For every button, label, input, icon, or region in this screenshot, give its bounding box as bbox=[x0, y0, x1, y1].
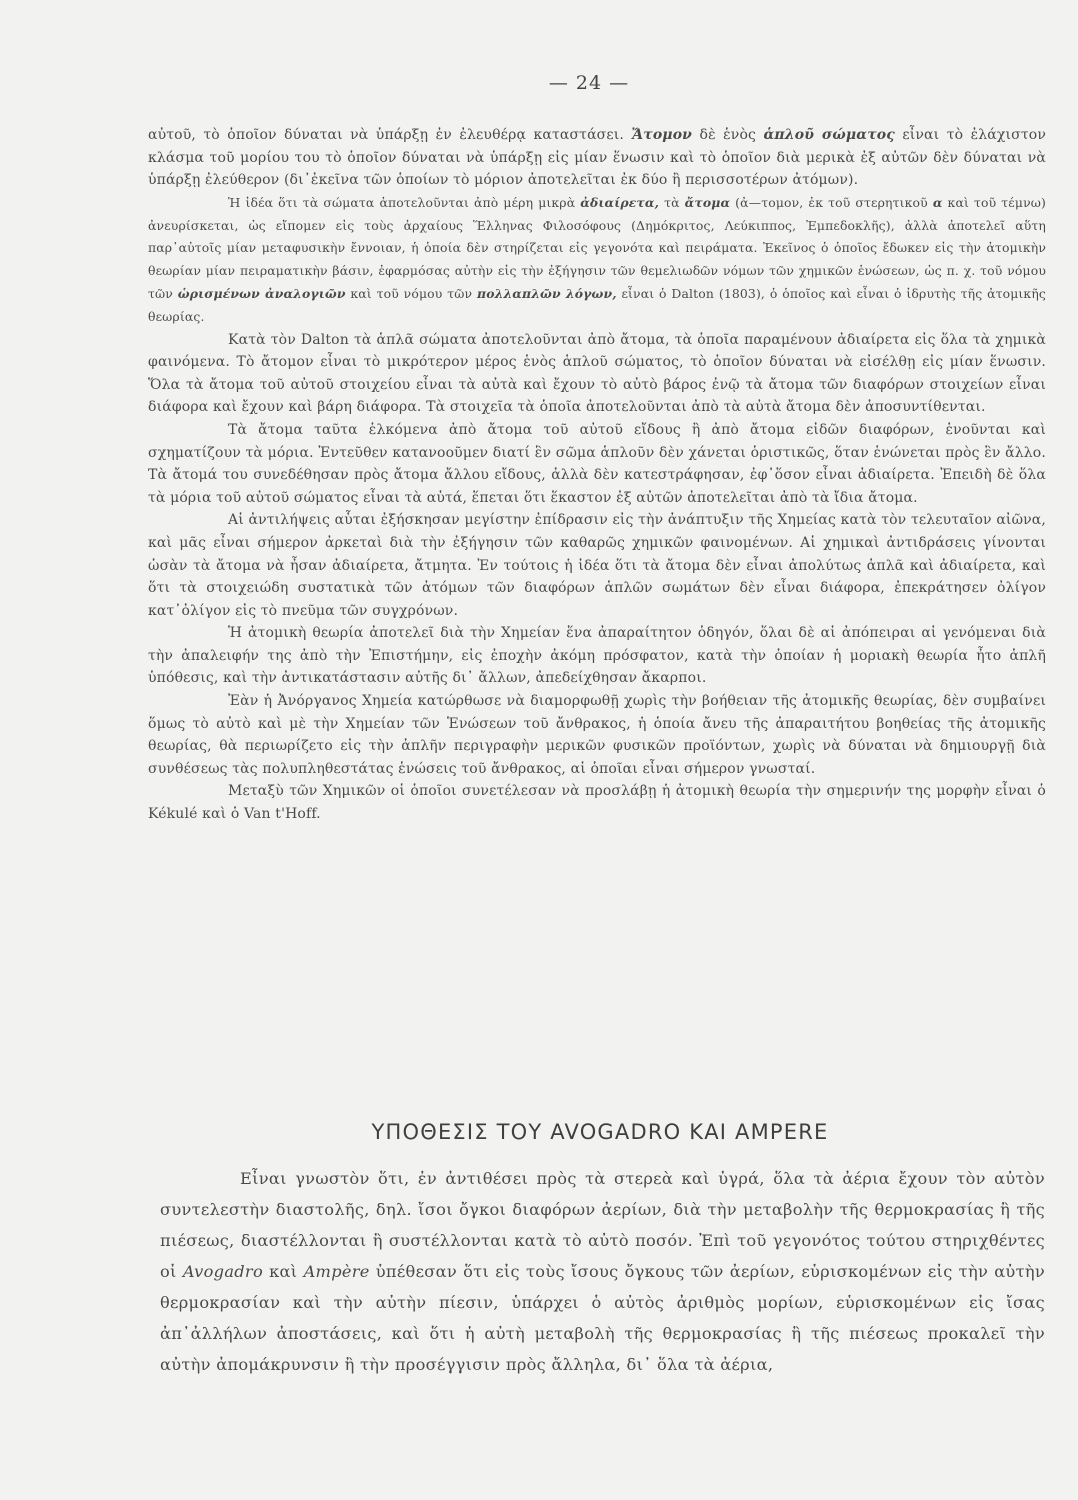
term-indivisible: ἀδιαίρετα, bbox=[580, 194, 660, 210]
term-alpha: α bbox=[932, 194, 943, 210]
paragraph-atom-idea: Ἡ ἰδέα ὅτι τὰ σώματα ἀποτελοῦνται ἀπὸ μέρη μικρὰ ἀδιαίρετα, τὰ ἄτομα (ἀ—τομον, ἐκ τοῦ στερητικοῦ α καὶ τοῦ τέμνω) ἀνευρίσκεται, ὡς εἴπομεν εἰς τοὺς ἀρχαίους Ἕλληνας Φιλοσόφους (Δημόκριτος, Λεύκιππος, Ἐμπεδοκλῆς), ἀλλὰ ἀποτελεῖ αὕτη παρ᾽αὐτοῖς μίαν μεταφυσικὴν ἔννοιαν, ἡ ὁποία δὲν στηρίζεται εἰς γεγονότα καὶ πειράματα. Ἐκεῖνος ὁ ὁποῖος ἔδωκεν εἰς τὴν ἀτομικὴν θεωρίαν μίαν πειραματικὴν βάσιν, ἐφαρμόσας αὐτὴν εἰς τὴν ἐξήγησιν τῶν θεμελιωδῶν νόμων τῶν χημικῶν ἑνώσεων, ὡς π. χ. τοῦ νόμου τῶν ὡρισμένων ἀναλογιῶν καὶ τοῦ νόμου τῶν πολλαπλῶν λόγων, εἶναι ὁ Dalton (1803), ὁ ὁποῖος καὶ εἶναι ὁ ἱδρυτὴς τῆς ἀτομικῆς θεωρίας. bbox=[148, 194, 1046, 324]
paragraph-carbon-chemistry: Ἐὰν ἡ Ἀνόργανος Χημεία κατώρθωσε νὰ διαμορφωθῇ χωρὶς τὴν βοήθειαν τῆς ἀτομικῆς θεωρίας, δὲν συμβαίνει ὅμως τὸ αὐτὸ καὶ μὲ τὴν Χημείαν τῶν Ἑνώσεων τοῦ ἄνθρακος, ἡ ὁποία ἄνευ τῆς ἀπαραιτήτου βοηθείας τῆς ἀτομικῆς θεωρίας, θὰ περιωρίζετο εἰς τὴν ἁπλῆν περιγραφὴν μερικῶν φυσικῶν προϊόντων, χωρὶς νὰ δύναται νὰ δημιουργῇ διὰ συνθέσεως τὰς πολυπληθεστάτας ἑνώσεις τοῦ ἄνθρακος, αἱ ὁποῖαι εἶναι σήμερον γνωσταί. bbox=[148, 693, 1046, 777]
paragraph-dalton: Κατὰ τὸν Dalton τὰ ἁπλᾶ σώματα ἀποτελοῦνται ἀπὸ ἄτομα, τὰ ὁποῖα παραμένουν ἀδιαίρετα εἰς ὅλα τὰ χημικὰ φαινόμενα. Τὸ ἄτομον εἶναι τὸ μικρότερον μέρος ἑνὸς ἁπλοῦ σώματος, τὸ ὁποῖον δύναται νὰ εἰσέλθῃ εἰς μίαν ἕνωσιν. Ὅλα τὰ ἄτομα τοῦ αὐτοῦ στοιχείου εἶναι τὰ αὐτὰ καὶ ἔχουν τὸ αὐτὸ βάρος ἐνῷ τὰ ἄτομα τῶν διαφόρων στοιχείων εἶναι διάφορα καὶ ἔχουν καὶ βάρη διάφορα. Τὰ στοιχεῖα τὰ ὁποῖα ἀποτελοῦνται ἀπὸ τὰ αὐτὰ ἄτομα δὲν ἀποσυντίθενται. bbox=[148, 331, 1046, 416]
name-ampere: Ampère bbox=[303, 1262, 370, 1281]
paragraph-atom-definition: αὐτοῦ, τὸ ὁποῖον δύναται νὰ ὑπάρξῃ ἐν ἐλευθέρᾳ καταστάσει. Ἄτομον δὲ ἑνὸς ἁπλοῦ σώματος εἶναι τὸ ἐλάχιστον κλάσμα τοῦ μορίου του τὸ ὁποῖον δύναται νὰ ὑπάρξῃ εἰς μίαν ἕνωσιν καὶ τὸ ὁποῖον διὰ μερικὰ ἐξ αὐτῶν δὲν δύναται νὰ ὑπάρξῃ ἐλεύθερον (δι᾽ἐκεῖνα τῶν ὁποίων τὸ μόριον ἀποτελεῖται ἐκ δύο ἢ περισσοτέρων ἀτόμων). bbox=[148, 127, 1047, 189]
section-text bbox=[160, 1163, 1045, 1380]
paragraph-atomic-theory-guide: Ἡ ἀτομικὴ θεωρία ἀποτελεῖ διὰ τὴν Χημείαν ἕνα ἀπαραίτητον ὁδηγόν, ὅλαι δὲ αἱ ἀπόπειραι αἱ γενόμεναι διὰ τὴν ἀπαλειφήν της ἀπὸ τὴν Ἐπιστήμην, εἰς ἐποχὴν ἀκόμη πρόσφατον, κατὰ τὴν ὁποίαν ἡ μοριακὴ θεωρία ἦτο ἁπλῆ ὑπόθεσις, καὶ τὴν ἀντικατάστασιν αὐτῆς δι᾽ ἄλλων, ἀπεδείχθησαν ἄκαρποι. bbox=[148, 625, 1046, 687]
main-text bbox=[148, 124, 1046, 826]
paragraph-molecules: Τὰ ἄτομα ταῦτα ἑλκόμενα ἀπὸ ἄτομα τοῦ αὐτοῦ εἴδους ἢ ἀπὸ ἄτομα εἰδῶν διαφόρων, ἑνοῦνται καὶ σχηματίζουν τὰ μόρια. Ἐντεῦθεν κατανοοῦμεν διατί ἓν σῶμα ἁπλοῦν δὲν χάνεται ὁριστικῶς, ὅταν ἑνώνεται πρὸς ἓν ἄλλο. Τὰ ἄτομά του συνεδέθησαν πρὸς ἄτομα ἄλλου εἴδους, ἀλλὰ δὲν κατεστράφησαν, ἐφ᾽ὅσον εἶναι ἀδιαίρετα. Ἐπειδὴ δὲ ὅλα τὰ μόρια τοῦ αὐτοῦ σώματος εἶναι τὰ αὐτά, ἕπεται ὅτι ἕκαστον ἐξ αὐτῶν ἀποτελεῖται ἀπὸ τὰ ἴδια ἄτομα. bbox=[148, 421, 1046, 506]
section-heading: ΥΠΟΘΕΣΙΣ ΤΟΥ AVOGADRO ΚΑΙ AMPERE bbox=[371, 1120, 829, 1144]
term-atoms: ἄτομα bbox=[684, 194, 731, 210]
page-number: — 24 — bbox=[548, 72, 630, 94]
name-avogadro: Avogadro bbox=[182, 1262, 264, 1281]
term-atom: Ἄτομον bbox=[631, 127, 693, 143]
paragraph-influence: Αἱ ἀντιλήψεις αὗται ἐξήσκησαν μεγίστην ἐπίδρασιν εἰς τὴν ἀνάπτυξιν τῆς Χημείας κατὰ τὸν τελευταῖον αἰῶνα, καὶ μᾶς εἶναι σήμερον ἀρκεταὶ διὰ τὴν ἐξήγησιν τῶν καθαρῶς χημικῶν φαινομένων. Αἱ χημικαὶ ἀντιδράσεις γίνονται ὡσὰν τὰ ἄτομα νὰ ἦσαν ἀδιαίρετα, ἄτμητα. Ἐν τούτοις ἡ ἰδέα ὅτι τὰ ἄτομα δὲν εἶναι ἀπολύτως ἁπλᾶ καὶ ἀδιαίρετα, καὶ ὅτι τὰ στοιχειώδη συστατικὰ τῶν ἀτόμων τῶν διαφόρων ἁπλῶν σωμάτων δὲν εἶναι διάφορα, ἐπεκράτησεν ὀλίγον κατ᾽ὀλίγον εἰς τὸ πνεῦμα τῶν συγχρόνων. bbox=[148, 512, 1046, 619]
term-multiple-proportions: πολλαπλῶν λόγων, bbox=[477, 285, 617, 301]
paragraph-avogadro: Εἶναι γνωστὸν ὅτι, ἐν ἀντιθέσει πρὸς τὰ στερεὰ καὶ ὑγρά, ὅλα τὰ ἀέρια ἔχουν τὸν αὐτὸν συντελεστὴν διαστολῆς, δηλ. ἴσοι ὄγκοι διαφόρων ἀερίων, διὰ τὴν μεταβολὴν τῆς θερμοκρασίας ἢ τῆς πιέσεως, διαστέλλονται ἢ συστέλλονται κατὰ τὸ αὐτὸ ποσόν. Ἐπὶ τοῦ γεγονότος τούτου στηριχθέντες οἱ Avogadro καὶ Ampère ὑπέθεσαν ὅτι εἰς τοὺς ἴσους ὄγκους τῶν ἀερίων, εὑρισκομένων εἰς τὴν αὐτὴν θερμοκρασίαν καὶ τὴν αὐτὴν πίεσιν, ὑπάρχει ὁ αὐτὸς ἀριθμὸς μορίων, εὑρισκομένων εἰς ἴσας ἀπ᾽ἀλλήλων ἀποστάσεις, καὶ ὅτι ἡ αὐτὴ μεταβολὴ τῆς θερμοκρασίας ἢ τῆς πιέσεως προκαλεῖ τὴν αὐτὴν ἀπομάκρυνσιν ἢ τὴν προσέγγισιν πρὸς ἄλληλα, δι᾽ ὅλα τὰ ἀέρια, bbox=[160, 1169, 1045, 1374]
term-definite-proportions: ὡρισμένων ἀναλογιῶν bbox=[177, 285, 346, 301]
term-simple-body: ἁπλοῦ σώματος bbox=[763, 127, 895, 143]
paragraph-kekule: Μεταξὺ τῶν Χημικῶν οἱ ὁποῖοι συνετέλεσαν νὰ προσλάβῃ ἡ ἀτομικὴ θεωρία τὴν σημερινήν της μορφὴν εἶναι ὁ Kékulé καὶ ὁ Van t'Hoff. bbox=[148, 783, 1046, 823]
